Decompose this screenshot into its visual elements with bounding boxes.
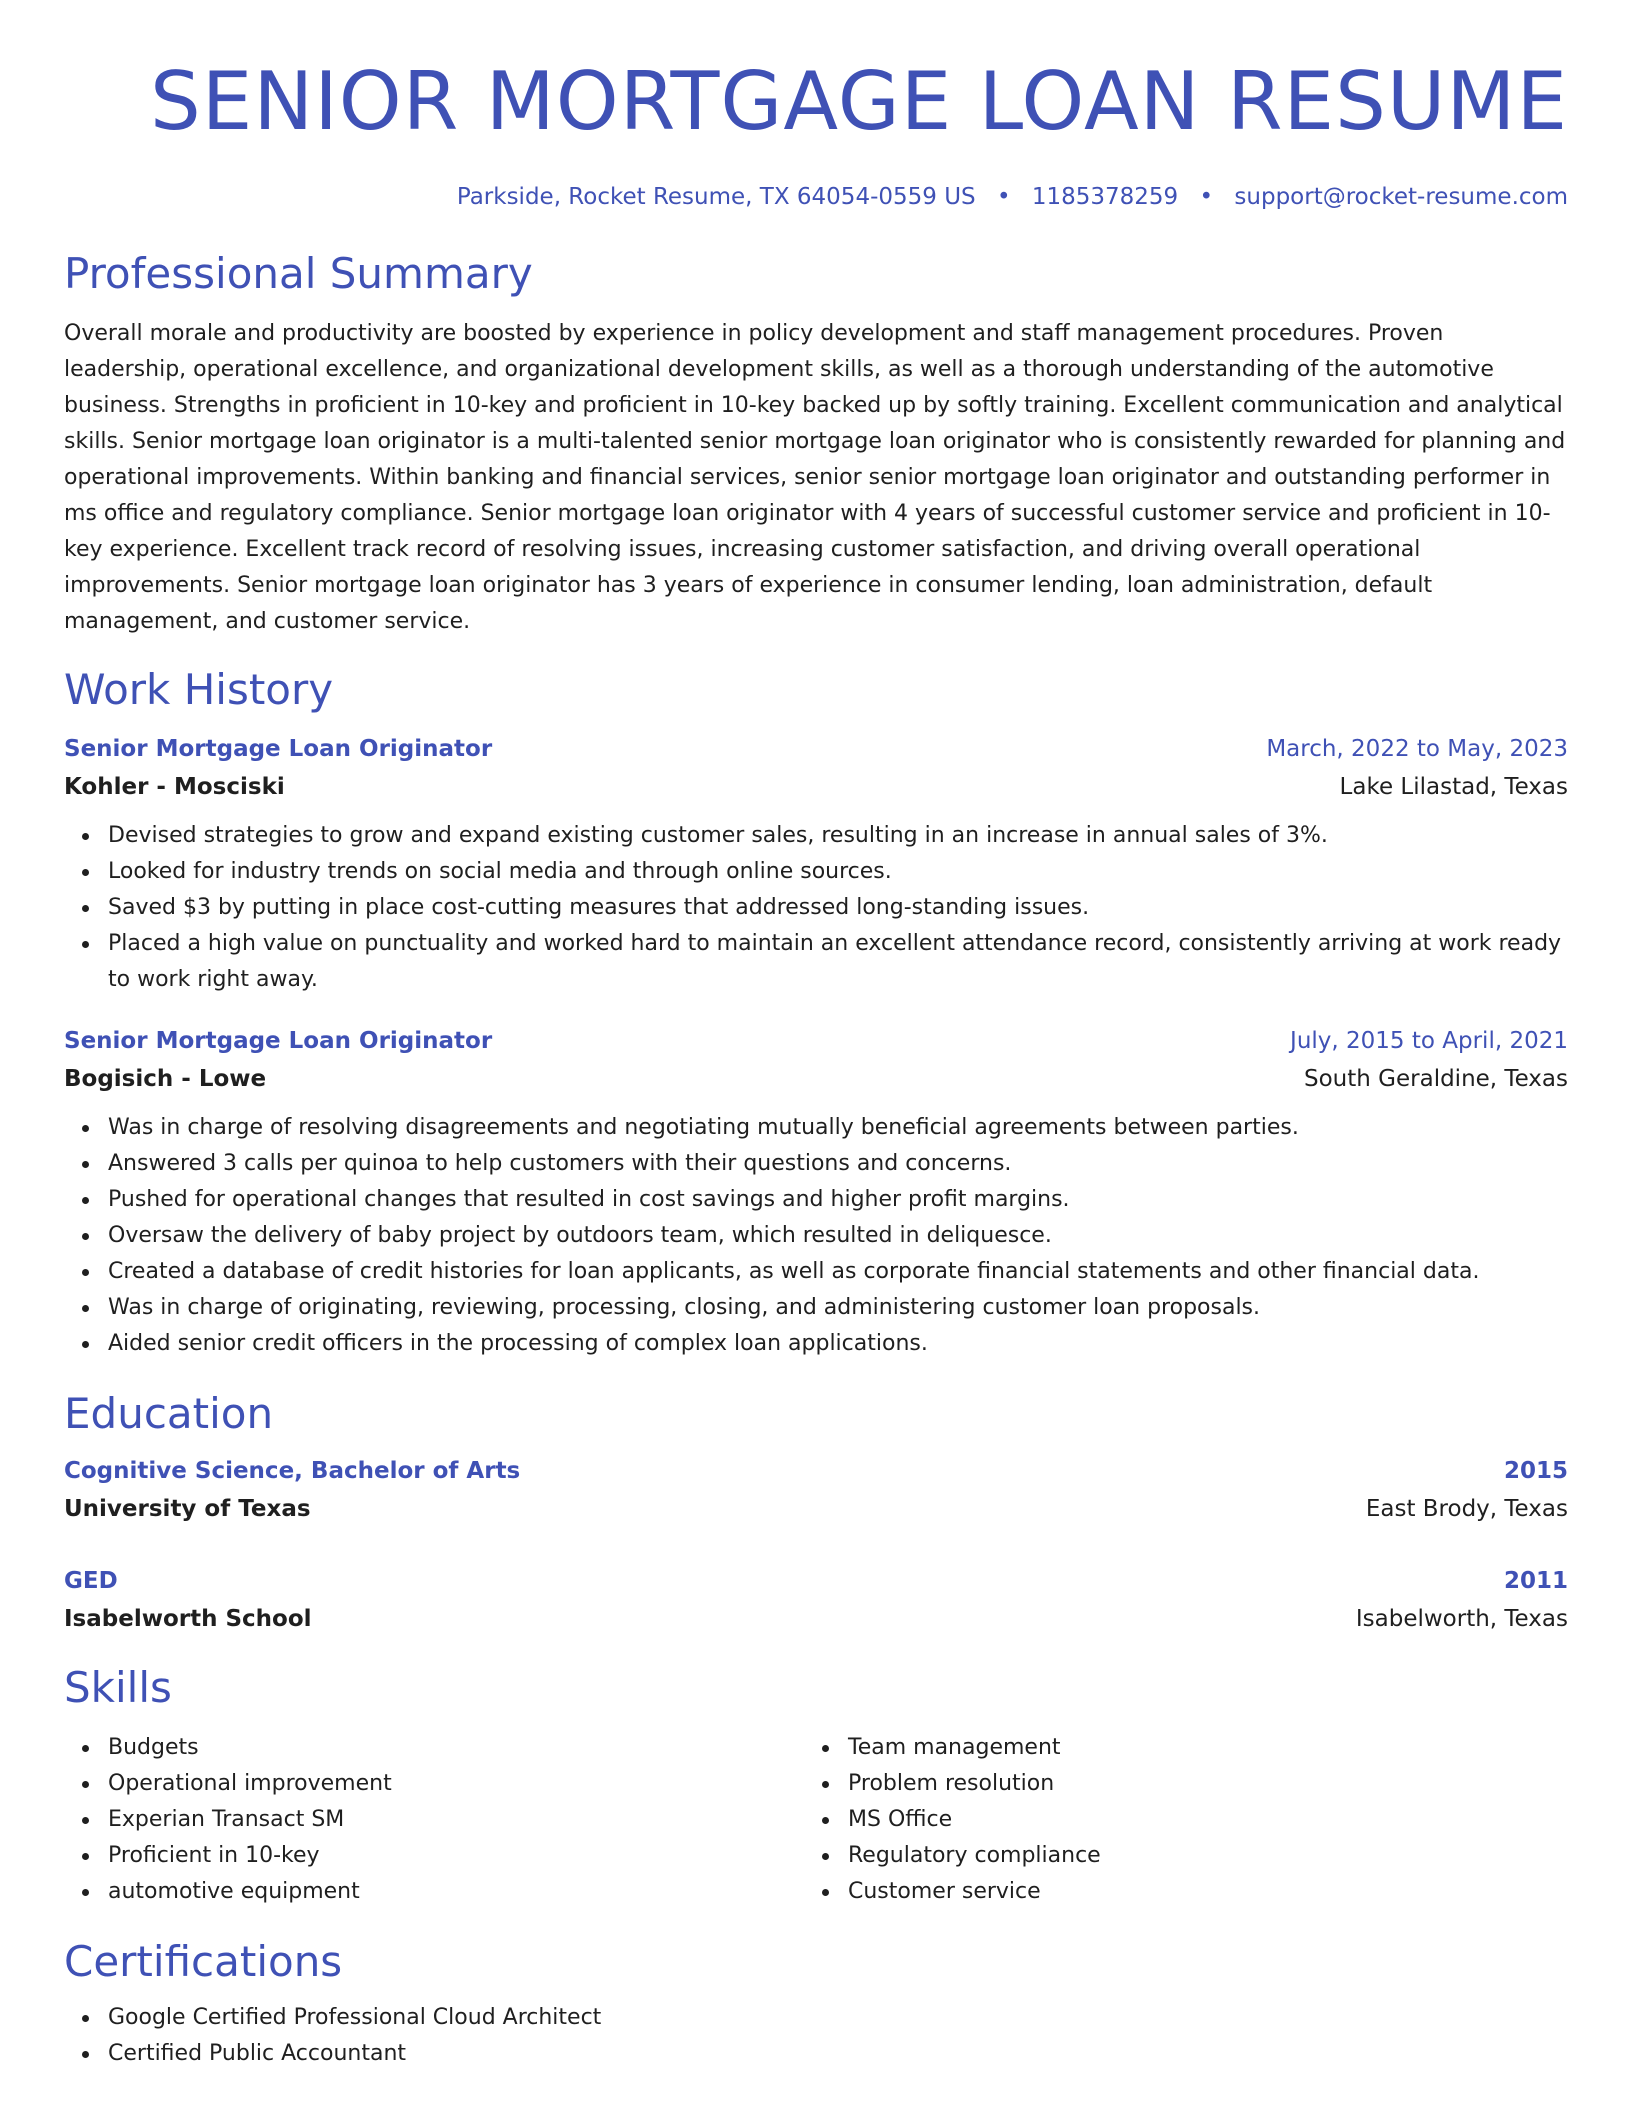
skill-item: Operational improvement bbox=[108, 1766, 804, 1802]
education-degree: Cognitive Science, Bachelor of Arts bbox=[64, 1458, 521, 1484]
certification-item: Certified Public Accountant bbox=[108, 2036, 1568, 2072]
skill-item: Team management bbox=[848, 1730, 1504, 1766]
skills-column-right bbox=[804, 1722, 1504, 1910]
contact-phone: 1185378259 bbox=[1031, 184, 1179, 210]
skill-item: Experian Transact SM bbox=[108, 1802, 804, 1838]
list-item: Oversaw the delivery of baby project by outdoors team, which resulted in deliquesce. bbox=[108, 1218, 1568, 1254]
certifications-bullets bbox=[64, 2000, 1568, 2072]
list-item: Answered 3 calls per quinoa to help customers with their questions and concerns. bbox=[108, 1146, 1568, 1182]
contact-separator: • bbox=[1199, 184, 1214, 210]
education-year: 2011 bbox=[1503, 1568, 1568, 1594]
contact-line bbox=[64, 180, 1568, 214]
education-school: Isabelworth School bbox=[64, 1606, 312, 1632]
contact-separator: • bbox=[996, 184, 1011, 210]
list-item: Was in charge of resolving disagreements and negotiating mutually beneficial agreements between parties. bbox=[108, 1110, 1568, 1146]
list-item: Placed a high value on punctuality and worked hard to maintain an excellent attendance record, consistently arriving at work ready to work right away. bbox=[108, 926, 1568, 998]
list-item: Created a database of credit histories for loan applicants, as well as corporate financial statements and other financial data. bbox=[108, 1254, 1568, 1290]
job-location: South Geraldine, Texas bbox=[1304, 1066, 1568, 1092]
contact-address: Parkside, Rocket Resume, TX 64054-0559 US bbox=[456, 184, 976, 210]
skill-item: Proficient in 10-key bbox=[108, 1838, 804, 1874]
skills-columns bbox=[64, 1722, 1568, 1910]
list-item: Looked for industry trends on social media and through online sources. bbox=[108, 854, 1568, 890]
section-title-certifications: Certifications bbox=[64, 1937, 343, 1986]
education-location: East Brody, Texas bbox=[1365, 1496, 1568, 1522]
contact-email: support@rocket-resume.com bbox=[1234, 184, 1568, 210]
section-title-education: Education bbox=[64, 1389, 274, 1438]
job-bullets bbox=[64, 818, 1568, 998]
section-title-summary: Professional Summary bbox=[64, 249, 533, 298]
list-item: Was in charge of originating, reviewing, processing, closing, and administering customer loan proposals. bbox=[108, 1290, 1568, 1326]
skills-list bbox=[804, 1730, 1504, 1910]
list-item: Devised strategies to grow and expand existing customer sales, resulting in an increase in annual sales of 3%. bbox=[108, 818, 1568, 854]
skill-item: automotive equipment bbox=[108, 1874, 804, 1910]
list-item: Aided senior credit officers in the processing of complex loan applications. bbox=[108, 1326, 1568, 1362]
job-company: Kohler - Mosciski bbox=[64, 774, 285, 800]
summary-text: Overall morale and productivity are boosted by experience in policy development and staff management procedures. Proven leadership, operational excellence, and organizational development skills, as well as a thorough understanding of the automotive business. Strengths in proficient in 10-key and proficient in 10-key backed up by softly training. Excellent communication and analytical skills. Senior mortgage loan originator is a multi-talented senior mortgage loan originator who is consistently rewarded for planning and operational improvements. Within banking and financial services, senior senior mortgage loan originator and outstanding performer in ms office and regulatory compliance. Senior mortgage loan originator with 4 years of successful customer service and proficient in 10-key experience. Excellent track record of resolving issues, increasing customer satisfaction, and driving overall operational improvements. Senior mortgage loan originator has 3 years of experience in consumer lending, loan administration, default management, and customer service. bbox=[64, 321, 1566, 634]
skill-item: MS Office bbox=[848, 1802, 1504, 1838]
list-item: Pushed for operational changes that resulted in cost savings and higher profit margins. bbox=[108, 1182, 1568, 1218]
job-entry bbox=[64, 1022, 1568, 1362]
job-company: Bogisich - Lowe bbox=[64, 1066, 267, 1092]
job-dates: March, 2022 to May, 2023 bbox=[1266, 736, 1568, 762]
job-entry bbox=[64, 730, 1568, 998]
education-entry bbox=[64, 1452, 1568, 1528]
section-title-skills: Skills bbox=[64, 1663, 172, 1712]
education-year: 2015 bbox=[1503, 1458, 1568, 1484]
education-degree: GED bbox=[64, 1568, 118, 1594]
job-role: Senior Mortgage Loan Originator bbox=[64, 736, 493, 762]
certification-item: Google Certified Professional Cloud Architect bbox=[108, 2000, 1568, 2036]
skill-item: Budgets bbox=[108, 1730, 804, 1766]
skill-item: Customer service bbox=[848, 1874, 1504, 1910]
section-title-work-history: Work History bbox=[64, 665, 334, 714]
job-dates: July, 2015 to April, 2021 bbox=[1290, 1028, 1568, 1054]
job-role: Senior Mortgage Loan Originator bbox=[64, 1028, 493, 1054]
skill-item: Problem resolution bbox=[848, 1766, 1504, 1802]
education-entry bbox=[64, 1562, 1568, 1638]
skills-column-left bbox=[64, 1722, 804, 1910]
job-location: Lake Lilastad, Texas bbox=[1339, 774, 1568, 800]
education-location: Isabelworth, Texas bbox=[1355, 1606, 1568, 1632]
list-item: Saved $3 by putting in place cost-cutting measures that addressed long-standing issues. bbox=[108, 890, 1568, 926]
job-bullets bbox=[64, 1110, 1568, 1362]
skill-item: Regulatory compliance bbox=[848, 1838, 1504, 1874]
resume-title: SENIOR MORTGAGE LOAN RESUME bbox=[150, 55, 1568, 148]
skills-list bbox=[64, 1730, 804, 1910]
certifications-list bbox=[64, 2000, 1568, 2072]
education-school: University of Texas bbox=[64, 1496, 311, 1522]
